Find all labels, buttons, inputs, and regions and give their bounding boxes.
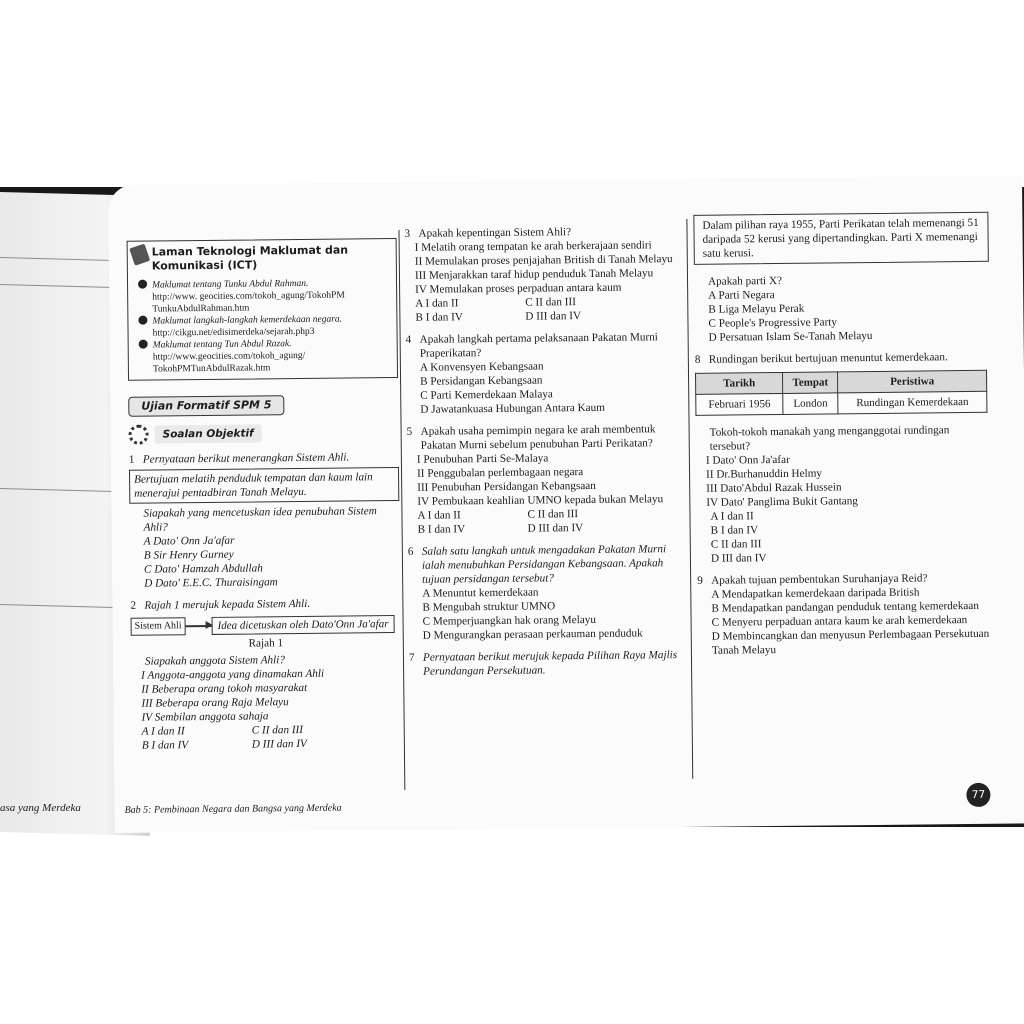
roman-item: IV Dato' Panglima Bukit Gantang <box>706 495 858 509</box>
roman-item: IV Pembukaan keahlian UMNO kepada bukan Melayu <box>417 493 664 508</box>
rajah-right-box: Idea dicetuskan oleh Dato'Onn Ja'afar <box>211 615 394 635</box>
table-cell: London <box>783 393 838 415</box>
roman-item: I Anggota-anggota yang dinamakan Ahli <box>141 667 325 682</box>
option: A Konvensyen Kebangsaan <box>419 360 544 374</box>
option: C II dan III <box>251 723 304 737</box>
rundingan-table <box>695 370 987 416</box>
option: C II dan III <box>710 538 762 551</box>
option: A Dato' Onn Ja'afar <box>143 534 235 548</box>
roman-item: III Dato'Abdul Razak Hussein <box>706 481 842 495</box>
question-2: 2 Rajah 1 merujuk kepada Sistem Ahli. Sistem Ahli Idea dicetuskan oleh Dato'Onn Ja'afar Rajah 1 Siapakah anggota Sistem Ahli? I Anggota-anggota yang dinamakan Ahli II Beberapa orang tokoh masyarakat III Beberapa orang Raja Melayu IV Sembilan anggota sahaja A I dan II C II dan III B I dan IV D III dan IV <box>130 596 402 753</box>
ict-box <box>127 238 398 381</box>
question-9: 9 Apakah tujuan pembentukan Suruhanjaya Reid? A Mendapatkan kemerdekaan daripada British B Mendapatkan pandangan penduduk tentang kemerdekaan C Menyeru perpaduan antara kaum ke arah kemerdekaan D Membincangkan dan menyusun Perlembagaan Persekutuan Tanah Melayu <box>697 571 993 658</box>
option: D III dan IV <box>710 552 767 565</box>
statement-box: Dalam pilihan raya 1955, Parti Perikatan telah memenangi 51 daripada 52 kerusi yang dipertandingkan. Parti X memenangi satu kerusi. <box>693 212 989 265</box>
table-row <box>696 391 987 415</box>
table-cell: Rundingan Kemerdekaan <box>838 391 987 414</box>
option: A I dan II <box>710 510 754 523</box>
option: D III dan IV <box>525 310 582 323</box>
question-5: 5 Apakah usaha pemimpin negara ke arah membentuk Pakatan Murni sebelum penubuhan Parti Perikatan? I Penubuhan Parti Se-Malaya II Penggubalan perlembagaan negara III Penubuhan Persidangan Kebangsaan IV Pembukaan keahlian UMNO kepada bukan Melayu A I dan II C II dan III B I dan IV D III dan IV <box>407 422 683 537</box>
arrow-icon <box>186 625 212 627</box>
column-divider <box>686 219 693 779</box>
gear-icon <box>129 425 149 445</box>
option: C Dato' Hamzah Abdullah <box>143 562 263 576</box>
page-number: 77 <box>966 783 990 807</box>
table-cell: Februari 1956 <box>696 393 783 415</box>
option: B Liga Melayu Perak <box>708 302 805 316</box>
question-8: 8 Rundingan berikut bertujuan menuntut kemerdekaan. Tarikh Tempat Peristiwa Februari 1956 London Rundingan Kemerdekaan Tokoh-tokoh manakah yang menganggotai rundingan tersebut? I Dato' Onn Ja'afar II Dr.Burhanuddin Helmy III Dato'Abdul Razak Hussein IV Dato' Panglima Bukit Gantang A I dan II B I dan IV C II dan III D III dan IV <box>695 350 992 566</box>
table-header: Tarikh <box>696 372 783 394</box>
question-3: 3 Apakah kepentingan Sistem Ahli? I Melatih orang tempatan ke arah berkerajaan sendiri II Memulakan proses penjajahan British di Tanah Melayu III Menjarakkan taraf hidup penduduk Tanah Melayu IV Memulakan proses perpaduan antara kaum A I dan II C II dan III B I dan IV D III dan IV <box>404 224 680 325</box>
option: A I dan II <box>417 509 461 522</box>
option: C II dan III <box>525 296 576 309</box>
roman-item: II Penggubalan perlembagaan negara <box>416 466 584 480</box>
option: D Mengurangkan perasaan perkauman penduduk <box>422 627 643 642</box>
roman-item: I Penubuhan Parti Se-Malaya <box>416 452 549 466</box>
option: B Persidangan Kebangsaan <box>420 374 543 388</box>
column-1 <box>127 238 402 761</box>
section-title: Ujian Formatif SPM 5 <box>128 395 284 417</box>
roman-item: IV Sembilan anggota sahaja <box>141 710 269 724</box>
option: C People's Progressive Party <box>708 316 838 330</box>
question-4: 4 Apakah langkah pertama pelaksanaan Pakatan Murni Praperikatan? A Konvensyen Kebangsaan B Persidangan Kebangsaan C Parti Kemerdekaan Malaya D Jawatankuasa Hubungan Antara Kaum <box>406 330 682 417</box>
option: B Mendapatkan pandangan penduduk tentang kemerdekaan <box>711 599 980 615</box>
roman-item: III Menjarakkan taraf hidup penduduk Tanah Melayu <box>414 267 654 282</box>
page-footer: Bab 5: Pembinaan Negara dan Bangsa yang Merdeka <box>124 802 342 816</box>
bullet-icon <box>138 316 147 325</box>
ict-title: Laman Teknologi Maklumat dan Komunikasi (ICT) <box>151 243 349 273</box>
option: A I dan II <box>415 297 459 310</box>
option: A I dan II <box>141 725 185 738</box>
ict-entry: Maklumat tentang Tunku Abdul Rahman. <box>152 277 390 291</box>
roman-item: IV Memulakan proses perpaduan antara kaum <box>415 281 622 296</box>
rajah-label: Rajah 1 <box>248 637 284 650</box>
rajah-diagram <box>131 615 401 636</box>
roman-item: II Beberapa orang tokoh masyarakat <box>141 681 308 696</box>
column-2 <box>404 224 684 687</box>
option: B I dan IV <box>415 311 464 324</box>
subsection-title: Soalan Objektif <box>155 424 262 443</box>
question-1: 1 Pernyataan berikut menerangkan Sistem Ahli. Bertujuan melatih penduduk tempatan dan kaum lain menerajui pentadbiran Tanah Melayu. Siapakah yang mencetuskan idea penubuhan Sistem Ahli? A Dato' Onn Ja'afar B Sir Henry Gurney C Dato' Hamzah Abdullah D Dato' E.E.C. Thuraisingam <box>129 450 400 591</box>
option: D III dan IV <box>527 522 584 535</box>
bullet-icon <box>139 340 148 349</box>
option: A Menuntut kemerdekaan <box>422 586 539 600</box>
table-header: Peristiwa <box>838 370 987 393</box>
question-7-continued: Apakah parti X? A Parti Negara B Liga Melayu Perak C People's Progressive Party D Persatuan Islam Se-Tanah Melayu <box>694 272 990 345</box>
option: B I dan IV <box>141 739 189 752</box>
ict-url: http://www. geocities.com/tokoh_agung/TokohPM TunkuAbdulRahman.htm <box>152 290 345 315</box>
roman-item: III Penubuhan Persidangan Kebangsaan <box>417 479 596 494</box>
ict-url: http://www.geocities.com/tokoh_agung/ TokohPMTunAbdulRazak.htm <box>152 350 306 375</box>
statement-box: Bertujuan melatih penduduk tempatan dan kaum lain menerajui pentadbiran Tanah Melayu. <box>129 467 399 504</box>
option: D Persatuan Islam Se-Tanah Melayu <box>708 330 873 344</box>
option: C Menyeru perpaduan antara kaum ke arah kemerdekaan <box>711 614 968 629</box>
roman-item: II Memulakan proses penjajahan British di Tanah Melayu <box>414 253 673 268</box>
option: B Mengubah struktur UMNO <box>422 600 556 614</box>
bullet-icon <box>138 280 147 289</box>
option: C Parti Kemerdekaan Malaya <box>420 388 553 402</box>
subsection-header <box>129 422 399 445</box>
option: C II dan III <box>527 508 579 521</box>
option: D Membincangkan dan menyusun Perlembagaan Persekutuan Tanah Melayu <box>711 627 990 657</box>
roman-item: III Beberapa orang Raja Melayu <box>141 696 289 710</box>
option: D III dan IV <box>251 737 307 751</box>
computer-icon <box>129 244 150 266</box>
roman-item: I Melatih orang tempatan ke arah berkerajaan sendiri <box>414 239 652 254</box>
left-page-footer: asa yang Merdeka <box>0 802 81 814</box>
option: A Mendapatkan kemerdekaan daripada British <box>711 586 920 601</box>
ict-entry: Maklumat langkah-langkah kemerdekaan negara. <box>152 313 390 327</box>
ict-entry: Maklumat tentang Tun Abdul Razak. <box>153 337 391 351</box>
roman-item: II Dr.Burhanuddin Helmy <box>706 467 823 481</box>
option: B Sir Henry Gurney <box>143 548 234 562</box>
option: D Jawatankuasa Hubungan Antara Kaum <box>420 401 605 416</box>
rajah-left-box: Sistem Ahli <box>131 617 186 636</box>
right-page <box>108 175 1024 833</box>
option: C Memperjuangkan hak orang Melayu <box>422 613 597 628</box>
option: D Dato' E.E.C. Thuraisingam <box>144 576 278 590</box>
option: B I dan IV <box>710 524 759 537</box>
question-7: 7 Pernyataan berikut merujuk kepada Pilihan Raya Majlis Perundangan Persekutuan. <box>408 649 678 678</box>
option: A Parti Negara <box>708 289 775 302</box>
option: B I dan IV <box>417 523 466 536</box>
roman-item: I Dato' Onn Ja'afar <box>705 453 790 467</box>
question-6: 6 Salah satu langkah untuk mengadakan Pakatan Murni ialah menubuhkan Persidangan Kebangsaan. Apakah tujuan persidangan tersebut? A Menuntut kemerdekaan B Mengubah struktur UMNO C Memperjuangkan hak orang Melayu D Mengurangkan perasaan perkauman penduduk <box>408 542 684 643</box>
ict-url: http://cikgu.net/edisimerdeka/sejarah.php3 <box>152 326 315 339</box>
column-3 <box>693 212 993 666</box>
table-header: Tempat <box>783 372 838 394</box>
